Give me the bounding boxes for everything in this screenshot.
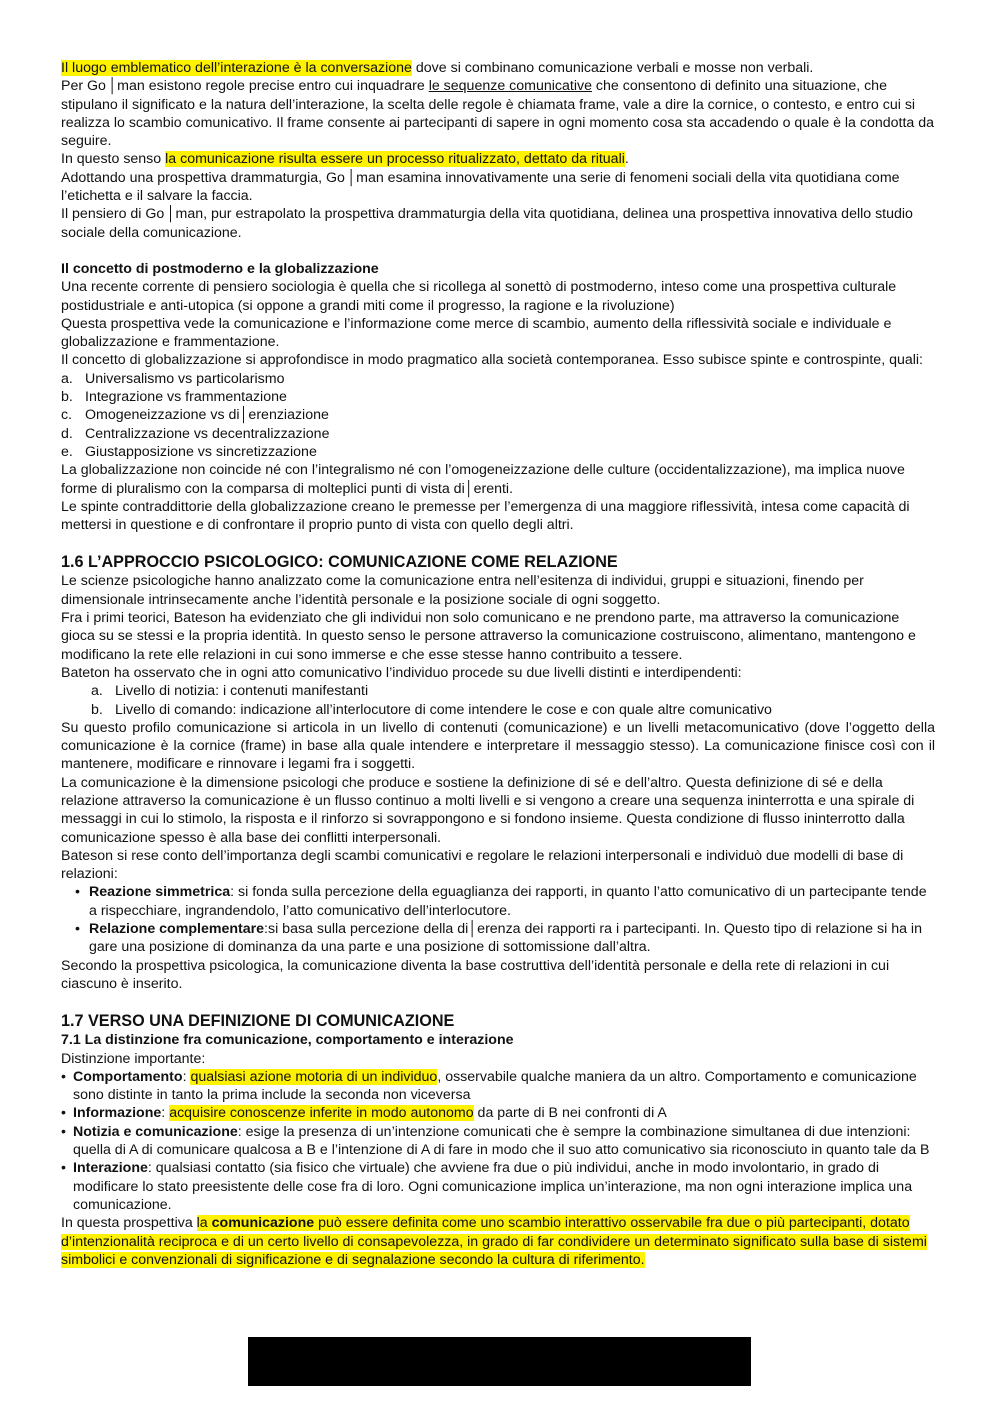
list-item: a. Universalismo vs particolarismo (61, 370, 285, 387)
intro-paragraph-3: In questo senso la comunicazione risulta essere un processo ritualizzato, dettato da rituali. (61, 151, 629, 168)
postmoderno-paragraph-3: Il concetto di globalizzazione si approfondisce in modo pragmatico alla società contemporanea. Esso subisce spinte e controspinte, quali: (61, 352, 923, 369)
postmoderno-heading: Il concetto di postmoderno e la globalizzazione (61, 260, 379, 277)
levels-list (61, 682, 935, 719)
list-item: • Comportamento: qualsiasi azione motoria di un individuo, osservabile qualche maniera da un altro. Comportamento e comunicazione sono distinte in tanto la prima include la seconda non viceversa (61, 1068, 917, 1104)
intro-paragraph-5: Il pensiero di Go │man, pur estrapolato la prospettiva drammaturgia della vita quotidiana, delinea una prospettiva innovativa dello studio sociale della comunicazione. (61, 206, 913, 241)
bullet: • (75, 884, 80, 901)
document-page (61, 59, 935, 1269)
highlight: acquisire conoscenze inferite in modo autonomo (169, 1105, 474, 1122)
section-1-6-heading: 1.6 L’APPROCCIO PSICOLOGICO: COMUNICAZIONE COME RELAZIONE (61, 553, 618, 572)
bullet: • (61, 1105, 66, 1122)
section-1-6-paragraph-2: Fra i primi teorici, Bateson ha evidenziato che gli individui non solo comunicano e ne prendono parte, ma attraverso la comunicazione gioca su se stessi e la propria identità. In questo senso le persone attraverso la comunicazione costruiscono, alimentano, mantengono e modificano la rete elle relazioni in cui sono immerse e che esse stesse hanno contribuito a tessere. (61, 610, 916, 663)
highlight: Il luogo emblematico dell’interazione è la conversazione (61, 60, 412, 76)
section-7-1-subheading: 7.1 La distinzione fra comunicazione, comportamento e interazione (61, 1032, 514, 1049)
section-1-6-paragraph-6: Bateson si rese conto dell’importanza degli scambi comunicativi e regolare le relazioni interpersonali e individuò due modelli di base di relazioni: (61, 847, 904, 883)
highlight: qualsiasi azione motoria di un individuo (190, 1068, 438, 1085)
list-item: • Interazione: qualsiasi contatto (sia fisico che virtuale) che avviene fra due o più individui, anche in modo involontario, in grado di modificare lo stato preesistente delle cose fra di loro. Ogni comunicazione implica un’interazione, ma non ogni interazione implica una comunicazione. (61, 1160, 913, 1213)
section-1-6-paragraph-5: La comunicazione è la dimensione psicologi che produce e sostiene la definizione di sé e dell’altro. Questa definizione di sé e della relazione attraverso la comunicazione è un flusso continuo a molti livelli e si vengono a creare una sequenza ininterrotta e una spirale di messaggi in cui lo stimolo, la risposta e il rinforzo si sovrappongono e si fondono insieme. Questa condizione di flusso ininterrotto dalla comunicazione spesso è alla base dei conflitti interpersonali. (61, 774, 915, 846)
list-item: d. Centralizzazione vs decentralizzazione (61, 425, 330, 442)
section-1-6-paragraph-7: Secondo la prospettiva psicologica, la comunicazione diventa la base costruttiva dell’identità personale e della rete di relazioni in cui ciascuno è inserito. (61, 957, 890, 992)
section-1-6-paragraph-1: Le scienze psicologiche hanno analizzato come la comunicazione entra nell’esitenza di individui, gruppi e situazioni, finendo per dimensionale intrinsecamente anche l’identità personale e la posizione sociale di ogni soggetto. (61, 573, 864, 608)
bullet: • (61, 1160, 66, 1177)
list-item: • Reazione simmetrica: si fonda sulla percezione della eguaglianza dei rapporti, in quanto l’atto comunicativo di un partecipante tende a rispecchiare, ingrandendolo, l’atto comunicativo dell’interlocutore. (75, 884, 927, 919)
highlight: la comunicazione può essere definita come uno scambio interattivo osservabile fra due o più partecipanti, dotato d’intenzionalità reciproca e di un certo livello di consapevolezza, in grado di far condividere un determinato significato sulla base di sistemi simbolici e convenzionali di significazione e di segnalazione secondo la cultura di riferimento. (61, 1215, 927, 1268)
list-item: • Relazione complementare:si basa sulla percezione della di│erenza dei rapporti ra i partecipanti. In. Questo tipo di relazione si ha in gare una posizione di dominanza da una parte e una posizione di sottomissione dall’altra. (75, 921, 922, 956)
definitions-list (61, 1068, 935, 1214)
section-1-7-final-paragraph: In questa prospettiva la comunicazione può essere definita come uno scambio interattivo osservabile fra due o più partecipanti, dotato d’intenzionalità reciproca e di un certo livello di consapevolezza, in grado di far condividere un determinato significato sulla base di sistemi simbolici e convenzionali di significazione e di segnalazione secondo la cultura di riferimento. (61, 1215, 927, 1268)
intro-paragraph-1: Il luogo emblematico dell’interazione è la conversazione dove si combinano comunicazione verbali e mosse non verbali. (61, 60, 814, 76)
section-1-7-intro: Distinzione importante: (61, 1050, 206, 1067)
section-1-7-heading: 1.7 VERSO UNA DEFINIZIONE DI COMUNICAZIONE (61, 1012, 455, 1031)
bullet: • (61, 1068, 66, 1085)
list-item: b. Livello di comando: indicazione all’interlocutore di come intendere le cose e con quale altre comunicativo (91, 701, 772, 718)
section-1-6-paragraph-4: Su questo profilo comunicazione si articola in un livello di contenuti (comunicazione) e un livelli metacomunicativo (dove l’oggetto della comunicazione è la cornice (frame) in base alla quale intendere e interpretare il messaggio stesso). La comunicazione finisce così con il mantenere, modificare e rinnovare i legami fra i soggetti. (61, 719, 935, 773)
underlined-text: le sequenze comunicative (428, 78, 592, 95)
list-item: • Informazione: acquisire conoscenze inferite in modo autonomo da parte di B nei confronti di A (61, 1105, 667, 1122)
list-item: • Notizia e comunicazione: esige la presenza di un’intenzione comunicati che è sempre la combinazione simultanea di due intenzioni: quella di A di comunicare qualcosa a B e l’intenzione di A di fare in modo che il suo atto comunicativo sia riconosciuto in quanto tale da B (61, 1123, 930, 1159)
list-item: b. Integrazione vs frammentazione (61, 389, 287, 406)
list-item: a. Livello di notizia: i contenuti manifestanti (91, 683, 369, 700)
postmoderno-paragraph-4: La globalizzazione non coincide né con l’integralismo né con l’omogeneizzazione delle culture (occidentalizzazione), ma implica nuove forme di pluralismo con la comparsa di molteplici punti di vista di│erenti. (61, 462, 905, 497)
highlight: la comunicazione risulta essere un processo ritualizzato, dettato da rituali (165, 151, 625, 168)
globalizzazione-list (61, 370, 935, 461)
list-item: e. Giustapposizione vs sincretizzazione (61, 443, 317, 460)
postmoderno-paragraph-5: Le spinte contraddittorie della globalizzazione creano le premesse per l’emergenza di una maggiore riflessività, intesa come capacità di mettersi in questione e di confrontare il proprio punto di vista con quello degli altri. (61, 498, 910, 534)
intro-paragraph-2: Per Go │man esistono regole precise entro cui inquadrare le sequenze comunicative che consentono di definito una situazione, che stipulano il significato e la natura dell’interazione, la scelta delle regole è chiamata frame, vale a dire la cornice, o contesto, e entro cui si realizza lo scambio comunicativo. Il frame consente ai partecipanti di sapere in ogni momento cosa sta accadendo o quale è la condotta da seguire. (61, 78, 935, 150)
bullet: • (75, 921, 80, 938)
redaction-bar (248, 1337, 751, 1386)
postmoderno-paragraph-1: Una recente corrente di pensiero sociologia è quella che si ricollega al sonettò di postmoderno, inteso come una prospettiva culturale postidustriale e anti-utopica (si oppone a grandi miti come il progresso, la ragione e la rivoluzione) (61, 279, 897, 314)
intro-paragraph-4: Adottando una prospettiva drammaturgia, Go │man esamina innovativamente una serie di fenomeni sociali della vita quotidiana come l’etichetta e il salvare la faccia. (61, 169, 900, 205)
bullet: • (61, 1123, 66, 1140)
section-1-6-paragraph-3: Bateton ha osservato che in ogni atto comunicativo l’individuo procede su due livelli distinti e interdipendenti: (61, 664, 742, 681)
postmoderno-paragraph-2: Questa prospettiva vede la comunicazione e l’informazione come merce di scambio, aumento della riflessività sociale e individuale e globalizzazione e frammentazione. (61, 315, 892, 351)
relations-list (61, 883, 935, 956)
list-item: c. Omogeneizzazione vs di│erenziazione (61, 407, 329, 424)
